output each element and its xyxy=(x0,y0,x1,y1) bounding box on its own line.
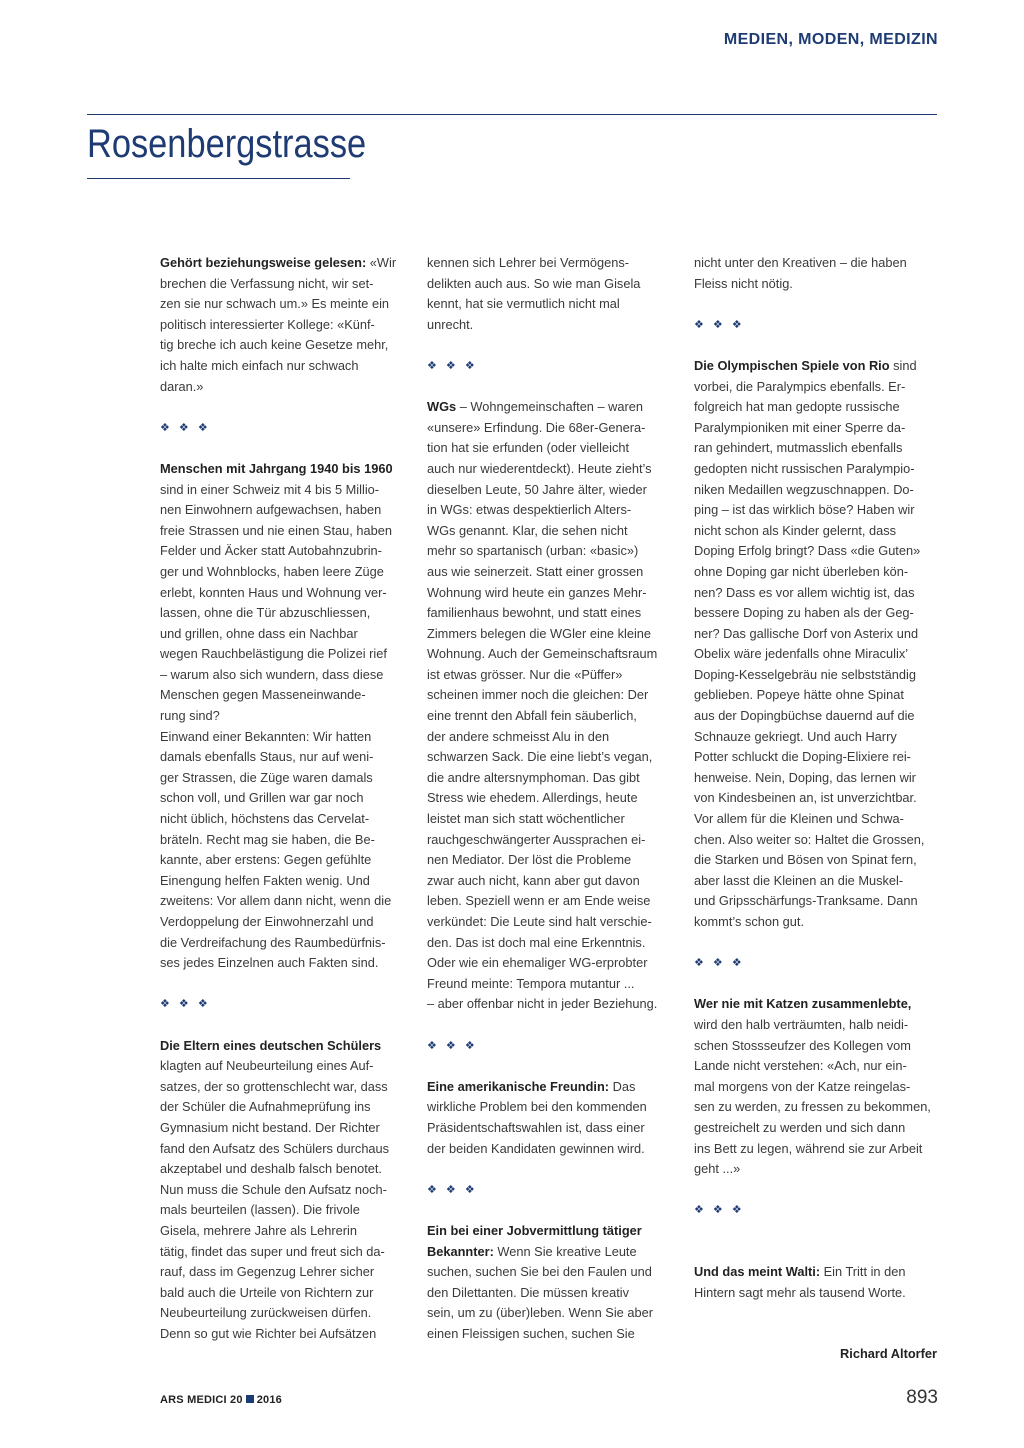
title-underline xyxy=(87,178,350,179)
paragraph-lead: WGs xyxy=(427,399,457,415)
paragraph-body: kennen sich Lehrer bei Vermögens- delikten auch aus. So wie man Gisela kennt, hat sie vermutlich nicht mal unrecht. xyxy=(427,255,641,332)
paragraph xyxy=(160,459,403,974)
paragraph-lead: Ein bei einer Jobvermittlung tätiger Bekannter: xyxy=(427,1222,642,1259)
spacer xyxy=(694,1242,937,1263)
paragraph-body: nicht unter den Kreativen – die haben Fleiss nicht nötig. xyxy=(694,255,907,291)
spacer xyxy=(694,294,937,315)
section-separator-icon: ❖ ❖ ❖ xyxy=(694,1204,745,1217)
paragraph xyxy=(160,253,403,397)
spacer xyxy=(427,1159,670,1180)
paragraph-body: sind in einer Schweiz mit 4 bis 5 Millio- nen Einwohnern aufgewachsen, haben freie Strassen und nie einen Stau, haben Felder und Äcker statt Autobahnzubrin- ger und Wohnblocks, haben leere Züge erlebt, konnten Haus und Wohnung ver- lassen, ohne die Tür abzuschliessen, und grillen, ohne dass ein Nachbar wegen Rauchbelästigung die Polizei rief – warum also sich wundern, dass diese Menschen gegen Masseneinwande- rung sind? Einwand einer Bekannten: Wir hatten damals ebenfalls Staus, nur auf weni- ger Strassen, die Züge waren damals schon voll, und Grillen war gar noch nicht üblich, höchstens das Cervelat- bräteln. Recht mag sie haben, die Be- kannte, aber erstens: Gegen gefühlte Einengung helfen Fakten wenig. Und zweitens: Vor allem dann nicht, wenn die Verdoppelung der Einwohnerzahl und die Verdreifachung des Raumbedürfnis- ses jedes Einzelnen auch Fakten sind. xyxy=(160,481,392,971)
spacer xyxy=(160,397,403,418)
footer-journal xyxy=(160,1394,282,1406)
section-separator-icon: ❖ ❖ ❖ xyxy=(427,359,478,372)
paragraph-body: klagten auf Neubeurteilung eines Auf- satzes, der so grottenschlecht war, dass der Schüler die Aufnahmeprüfung ins Gymnasium nicht bestand. Der Richter fand den Aufsatz des Schülers durchaus akzeptabel und deshalb falsch benotet. Nun muss die Schule den Aufsatz noch- mals beurteilen (lassen). Die frivole Gisela, mehrere Jahre als Lehrerin tätig, findet das super und freut sich da- rauf, dass im Gegenzug Lehrer sicher bald auch die Urteile von Richtern zur Neubeurteilung zurückweisen dürfen. Denn so gut wie Richter bei Aufsätzen xyxy=(160,1058,390,1341)
square-bullet-icon xyxy=(246,1395,254,1403)
text-column-2 xyxy=(427,253,670,1365)
paragraph-body: Wenn Sie kreative Leute suchen, suchen Sie bei den Faulen und den Dilettanten. Die müssen kreativ sein, um zu (über)leben. Wenn Sie aber einen Fleissigen suchen, suchen Sie xyxy=(427,1243,653,1341)
paragraph xyxy=(427,1221,670,1345)
paragraph-body: Ein Tritt in den Hintern sagt mehr als tausend Worte. xyxy=(694,1264,906,1300)
spacer xyxy=(694,974,937,995)
section-separator-icon: ❖ ❖ ❖ xyxy=(160,998,211,1011)
paragraph-body: wird den halb verträumten, halb neidi- schen Stossseufzer des Kollegen vom Lande nicht verstehen: «Ach, nur ein- mal morgens von der Katze reingelas- sen zu werden, zu fressen zu bekommen, gestreichelt zu werden und sich dann ins Bett zu legen, während sie zur Arbeit geht ...» xyxy=(694,1016,931,1177)
paragraph-lead: Die Olympischen Spiele von Rio xyxy=(694,357,890,373)
journal-year: 2016 xyxy=(256,1394,282,1406)
article-title: Rosenbergstrasse xyxy=(87,122,367,166)
spacer xyxy=(694,1324,937,1345)
paragraph xyxy=(427,397,670,1015)
spacer xyxy=(694,933,937,954)
spacer xyxy=(427,1056,670,1077)
spacer xyxy=(427,1200,670,1221)
paragraph xyxy=(694,253,937,294)
paragraph-body: «Wir brechen die Verfassung nicht, wir set- zen sie nur schwach um.» Es meinte ein politisch interessierter Kollege: «Künf- tig breche ich auch keine Gesetze mehr, ich halte mich einfach nur schwach daran.» xyxy=(160,255,397,394)
paragraph-lead: Wer nie mit Katzen zusammenlebte, xyxy=(694,996,912,1012)
spacer xyxy=(427,1344,670,1365)
section-separator-icon: ❖ ❖ ❖ xyxy=(427,1039,478,1052)
spacer xyxy=(160,1015,403,1036)
paragraph-lead: Menschen mit Jahrgang 1940 bis 1960 xyxy=(160,460,393,476)
header-rule xyxy=(87,114,937,115)
section-separator-icon: ❖ ❖ ❖ xyxy=(160,421,211,434)
paragraph-lead: Die Eltern eines deutschen Schülers xyxy=(160,1037,382,1053)
page-number: 893 xyxy=(906,1387,938,1408)
spacer xyxy=(694,335,937,356)
section-separator-icon: ❖ ❖ ❖ xyxy=(427,1183,478,1196)
section-separator-icon: ❖ ❖ ❖ xyxy=(694,957,745,970)
spacer xyxy=(694,1221,937,1242)
paragraph-lead: Eine amerikanische Freundin: xyxy=(427,1078,610,1094)
paragraph xyxy=(427,253,670,335)
spacer xyxy=(427,335,670,356)
paragraph xyxy=(427,1077,670,1159)
paragraph-body: sind vorbei, die Paralympics ebenfalls. Er- folgreich hat man gedopte russische Paralympioniken mit einer Sperre da- ran gehindert, mutmasslich ebenfalls gedopten nicht russischen Paralympio- niken Medaillen wegzuschnappen. Do- ping – ist das wirklich böse? Haben wir nicht schon als Kinder gelernt, dass Doping Erfolg bringt? Dass «die Guten» ohne Doping gar nicht überleben kön- nen? Dass es vor allem wichtig ist, das bessere Doping zu haben als der Geg- ner? Das gallische Dorf von Asterix und Obelix wäre jedenfalls ohne Miraculix’ Doping-Kesselgebräu nie selbstständig geblieben. Popeye hätte ohne Spinat aus der Dopingbüchse dauernd auf die Schnauze gekriegt. Und auch Harry Potter schluckt die Doping-Elixiere rei- henweise. Nein, Doping, das lernen wir von Kindesbeinen an, ist unverzichtbar. Vor allem für die Kleinen und Schwa- chen. Also weiter so: Haltet die Grossen, die Starken und Bösen von Spinat fern, aber lasst die Kleinen an die Muskel- und Gripsschärfungs-Tranksame. Dann kommt’s schon gut. xyxy=(694,357,925,929)
paragraph xyxy=(694,356,937,933)
section-label: MEDIEN, MODEN, MEDIZIN xyxy=(723,31,938,48)
spacer xyxy=(427,1015,670,1036)
spacer xyxy=(160,974,403,995)
paragraph-lead: Und das meint Walti: xyxy=(694,1264,821,1280)
paragraph xyxy=(694,1262,937,1303)
text-column-3 xyxy=(694,253,937,1365)
section-separator-icon: ❖ ❖ ❖ xyxy=(694,318,745,331)
paragraph xyxy=(160,1036,403,1345)
spacer xyxy=(694,1303,937,1324)
paragraph-lead: Gehört beziehungsweise gelesen: xyxy=(160,255,367,270)
spacer xyxy=(694,1180,937,1201)
spacer xyxy=(427,377,670,398)
spacer xyxy=(160,438,403,459)
paragraph-body: – Wohngemeinschaften – waren «unsere» Erfindung. Die 68er-Genera- tion hat sie erfunden (oder vielleicht auch nur wiederentdeckt). Heute zieht’s dieselben Leute, 50 Jahre älter, wieder in WGs: etwas despektierlich Alters- WGs genannt. Klar, die sehen nicht mehr so spartanisch (urban: «basic») aus wie seinerzeit. Statt einer grossen Wohnung wird heute ein ganzes Mehr- familienhaus bewohnt, und statt eines Zimmers belegen die WGler eine kleine Wohnung. Auch der Gemeinschaftsraum ist etwas grösser. Nur die «Püffer» scheinen immer noch die gleichen: Der eine trennt den Abfall fein säuberlich, der andere schmeisst Alu in den schwarzen Sack. Die eine liebt’s vegan, die andre altersnymphoman. Das gibt Stress wie ehedem. Allerdings, heute leistet man sich statt wöchentlicher rauchgeschwängerter Aussprachen ei- nen Mediator. Der löst die Probleme zwar auch nicht, kann aber gut davon leben. Speziell wenn er am Ende weise verkündet: Die Leute sind halt verschie- den. Das ist doch mal eine Erkenntnis. Oder wie ein ehemaliger WG-erprobter Freund meinte: Tempora mutantur ... – aber offenbar nicht in jeder Beziehung. xyxy=(427,399,658,1012)
journal-name: ARS MEDICI 20 xyxy=(160,1394,243,1406)
text-column-1 xyxy=(160,253,403,1365)
spacer xyxy=(160,1344,403,1365)
author-signature: Richard Altorfer xyxy=(840,1346,937,1362)
paragraph xyxy=(694,994,937,1179)
paragraph-body: Das wirkliche Problem bei den kommenden Präsidentschaftswahlen ist, dass einer der beiden Kandidaten gewinnen wird. xyxy=(427,1078,647,1156)
